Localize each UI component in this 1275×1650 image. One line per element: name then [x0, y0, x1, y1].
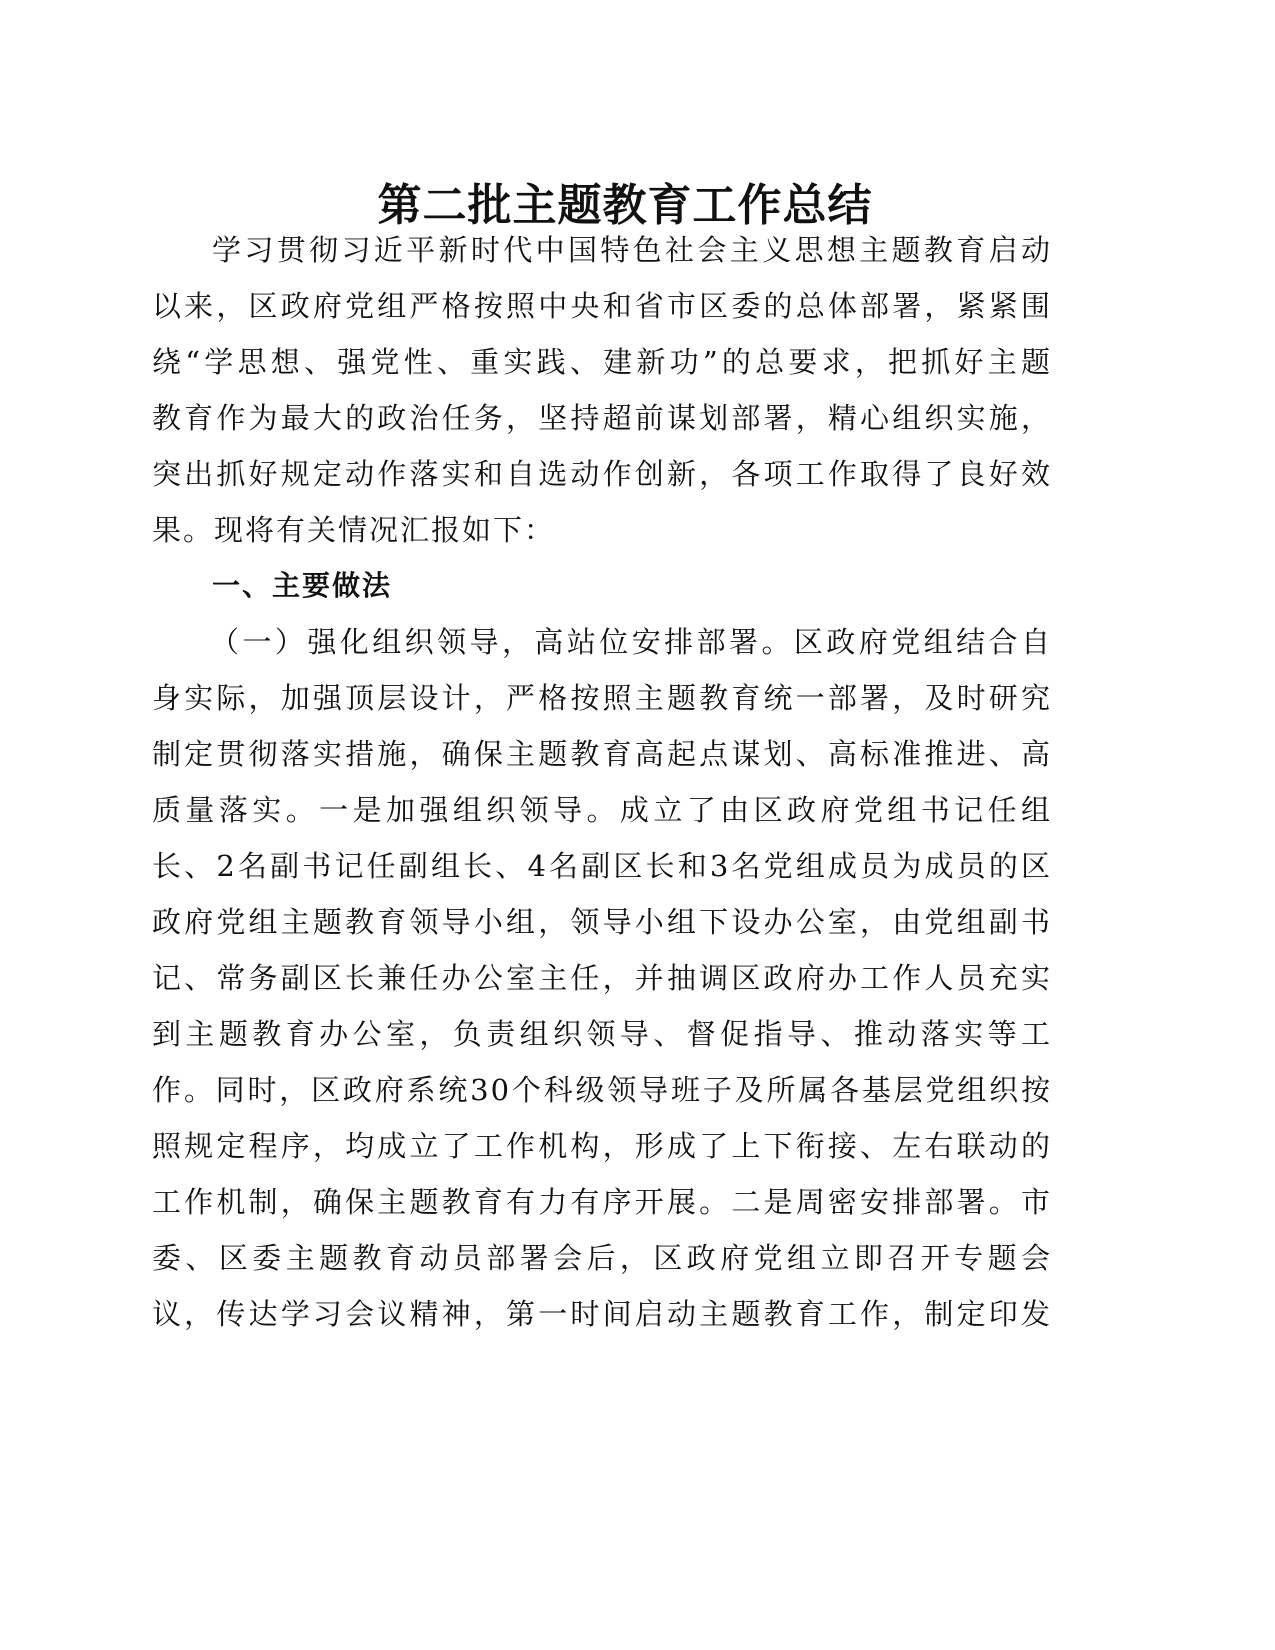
paragraph-line: 以来，区政府党组严格按照中央和省市区委的总体部署，紧紧围	[152, 289, 1052, 323]
paragraph-line: 长、2名副书记任副组长、4名副区长和3名党组成员为成员的区	[152, 849, 1052, 883]
paragraph-line: 突出抓好规定动作落实和自选动作创新，各项工作取得了良好效	[152, 457, 1052, 491]
paragraph-line: 议，传达学习会议精神，第一时间启动主题教育工作，制定印发	[152, 1297, 1052, 1331]
paragraph-line: 记、常务副区长兼任办公室主任，并抽调区政府办工作人员充实	[152, 961, 1052, 995]
section-heading: 一、主要做法	[212, 569, 393, 602]
paragraph-line: 质量落实。一是加强组织领导。成立了由区政府党组书记任组	[152, 793, 1052, 827]
paragraph-line: 工作机制，确保主题教育有力有序开展。二是周密安排部署。市	[152, 1185, 1052, 1219]
document-body	[152, 222, 1052, 1342]
paragraph-line: 委、区委主题教育动员部署会后，区政府党组立即召开专题会	[152, 1241, 1052, 1275]
paragraph-line: 学习贯彻习近平新时代中国特色社会主义思想主题教育启动	[212, 233, 1052, 267]
document-title: 第二批主题教育工作总结	[377, 180, 873, 231]
paragraph-line: （一）强化组织领导，高站位安排部署。区政府党组结合自	[210, 625, 1052, 659]
paragraph-line: 身实际，加强顶层设计，严格按照主题教育统一部署，及时研究	[152, 681, 1052, 715]
paragraph-line: 教育作为最大的政治任务，坚持超前谋划部署，精心组织实施，	[152, 401, 1052, 435]
paragraph-line: 绕“学思想、强党性、重实践、建新功”的总要求，把抓好主题	[152, 345, 1052, 379]
paragraph-line: 制定贯彻落实措施，确保主题教育高起点谋划、高标准推进、高	[152, 737, 1052, 771]
paragraph-line: 政府党组主题教育领导小组，领导小组下设办公室，由党组副书	[152, 905, 1052, 939]
paragraph-line: 果。现将有关情况汇报如下：	[152, 513, 556, 547]
paragraph-line: 照规定程序，均成立了工作机构，形成了上下衔接、左右联动的	[152, 1129, 1052, 1163]
paragraph-line: 作。同时，区政府系统30个科级领导班子及所属各基层党组织按	[152, 1073, 1052, 1107]
paragraph-line: 到主题教育办公室，负责组织领导、督促指导、推动落实等工	[152, 1017, 1052, 1051]
